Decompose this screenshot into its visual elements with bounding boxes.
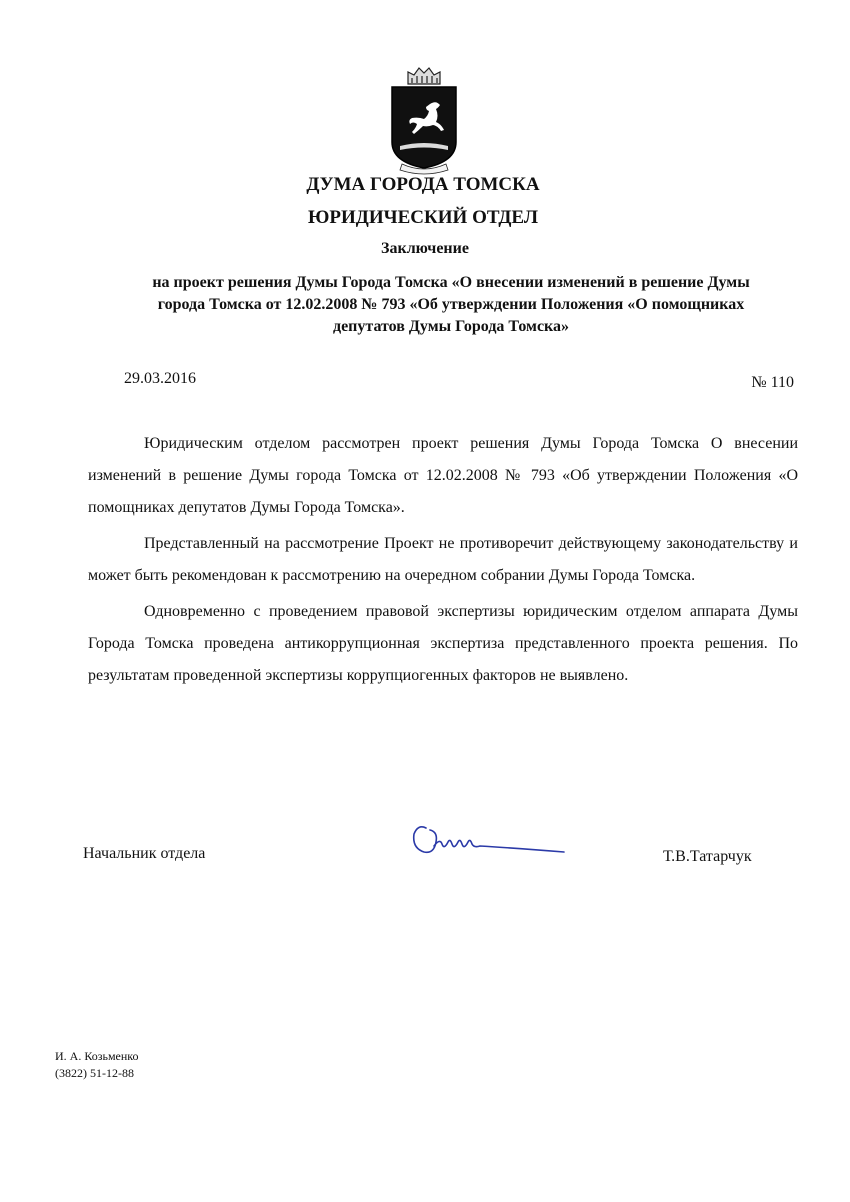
executor-name: И. А. Козьменко xyxy=(55,1049,139,1063)
document-number: № 110 xyxy=(751,374,794,391)
document-date: 29.03.2016 xyxy=(124,370,196,387)
executor-phone: (3822) 51-12-88 xyxy=(55,1066,134,1080)
department-name: ЮРИДИЧЕСКИЙ ОТДЕЛ xyxy=(308,207,538,228)
org-name: ДУМА ГОРОДА ТОМСКА xyxy=(306,174,540,195)
document-subject: на проект решения Думы Города Томска «О внесении изменений в решение Думы города Томска от 12.02.2008 № 793 «Об утверждении Положения «О помощниках депутатов Думы Города Томска» xyxy=(152,274,750,335)
signer-position: Начальник отдела xyxy=(83,845,206,862)
body-paragraph: Одновременно с проведением правовой экспертизы юридическим отделом аппарата Думы Города Томска проведена антикоррупционная экспертиза представленного проекта решения. По результатам проведенной экспертизы коррупциогенных факторов не выявлено. xyxy=(88,603,798,684)
signer-name: Т.В.Татарчук xyxy=(663,848,752,865)
crown-icon xyxy=(408,68,440,84)
document-type: Заключение xyxy=(381,240,469,257)
coat-of-arms-icon xyxy=(386,64,462,176)
signature-icon xyxy=(404,818,569,866)
body-paragraph: Юридическим отделом рассмотрен проект решения Думы Города Томска О внесении изменений в решение Думы города Томска от 12.02.2008 № 793 «Об утверждении Положения «О помощниках депутатов Думы Города Томска». xyxy=(88,435,798,516)
shield-icon xyxy=(392,87,456,168)
document-body xyxy=(88,428,798,696)
body-paragraph: Представленный на рассмотрение Проект не противоречит действующему законодательству и может быть рекомендован к рассмотрению на очередном собрании Думы Города Томска. xyxy=(88,535,798,584)
executor-info xyxy=(55,1048,139,1082)
